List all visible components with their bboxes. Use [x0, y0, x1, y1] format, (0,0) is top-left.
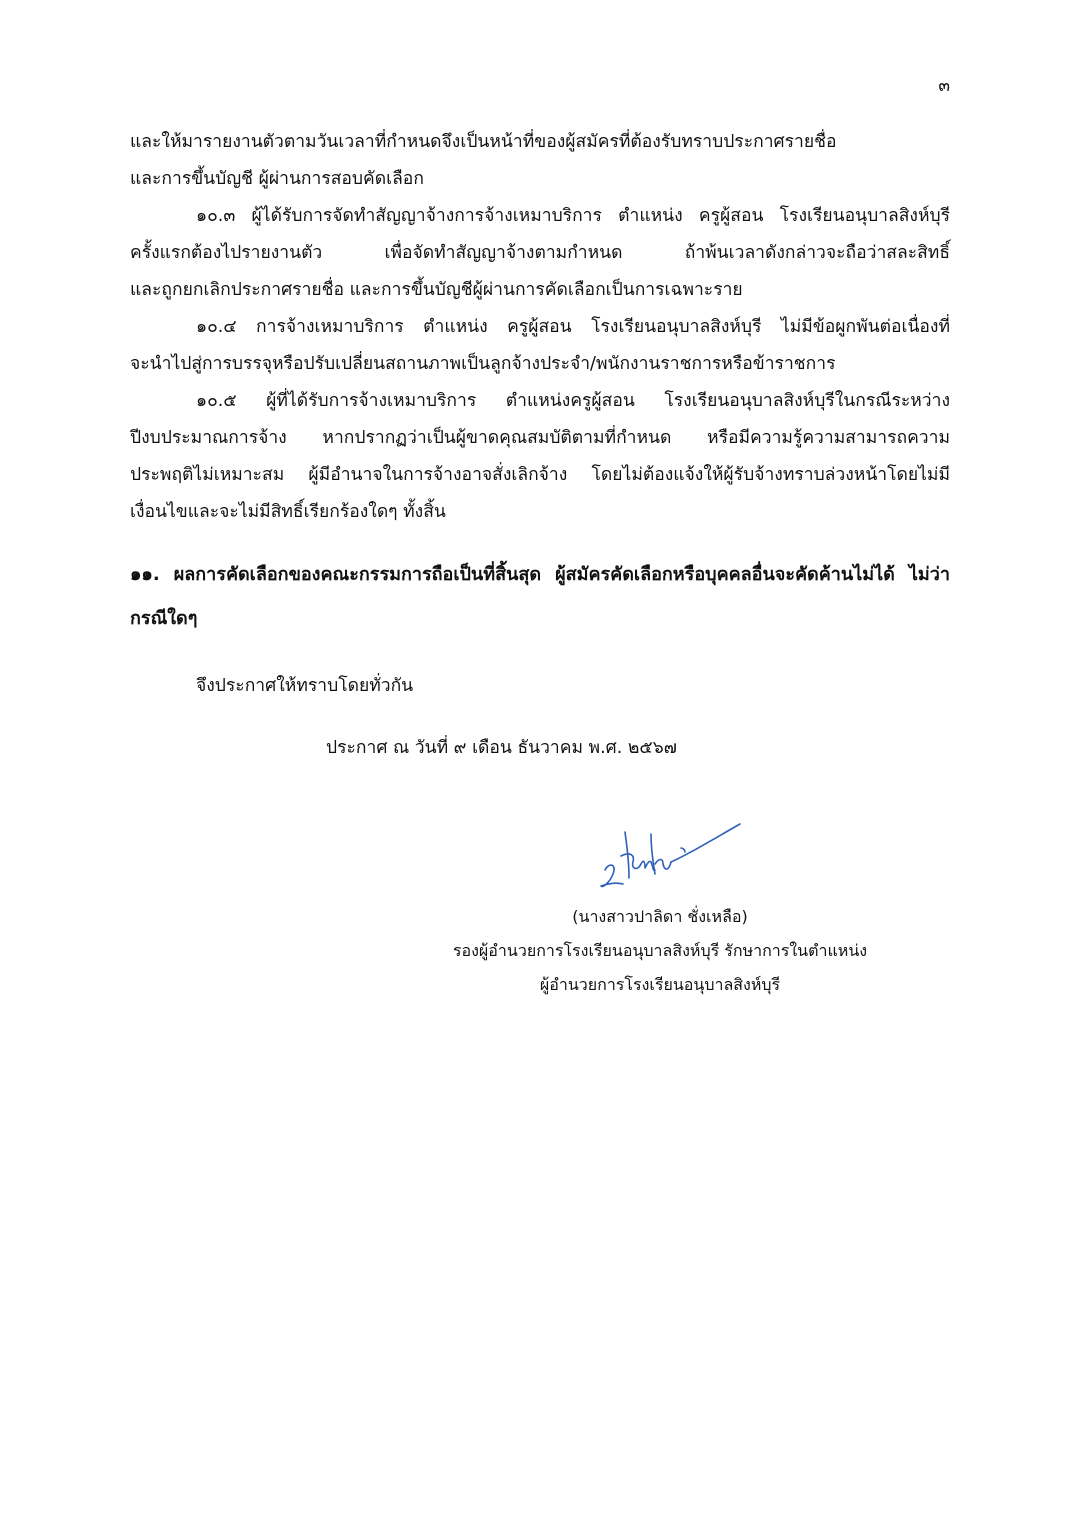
- text-line: ปีงบประมาณการจ้าง หากปรากฏว่าเป็นผู้ขาดคุณสมบัติตามที่กำหนด หรือมีความรู้ความสามารถความ: [130, 428, 950, 448]
- text-line: ประพฤติไม่เหมาะสม ผู้มีอำนาจในการจ้างอาจสั่งเลิกจ้าง โดยไม่ต้องแจ้งให้ผู้รับจ้างทราบล่วงหน้าโดยไม่มี: [130, 465, 950, 485]
- signer-position-title: ผู้อำนวยการโรงเรียนอนุบาลสิงห์บุรี: [539, 975, 781, 994]
- text-line: กรณีใดๆ: [130, 608, 198, 629]
- text-line: จะนำไปสู่การบรรจุหรือปรับเปลี่ยนสถานภาพเป็นลูกจ้างประจำ/พนักงานราชการหรือข้าราชการ: [130, 354, 836, 374]
- signature-block: [380, 900, 940, 1002]
- text-line: เงื่อนไขและจะไม่มีสิทธิ์เรียกร้องใดๆ ทั้งสิ้น: [130, 502, 446, 522]
- announcement-date: ประกาศ ณ วันที่ ๙ เดือน ธันวาคม พ.ศ. ๒๕๖๗: [326, 738, 677, 758]
- text-line: ๑๑. ผลการคัดเลือกของคณะกรรมการถือเป็นที่สิ้นสุด ผู้สมัครคัดเลือกหรือบุคคลอื่นจะคัดค้านไม่ได้ ไม่ว่า: [130, 564, 950, 585]
- paragraph-10-4: [130, 309, 950, 383]
- paragraph-11-final-result: [130, 553, 950, 641]
- text-line: ๑๐.๔ การจ้างเหมาบริการ ตำแหน่ง ครูผู้สอน โรงเรียนอนุบาลสิงห์บุรี ไม่มีข้อผูกพันต่อเนื่องที่: [196, 317, 950, 337]
- document-body: [130, 124, 950, 699]
- text-line: ๑๐.๕ ผู้ที่ได้รับการจ้างเหมาบริการ ตำแหน่งครูผู้สอน โรงเรียนอนุบาลสิงห์บุรีในกรณีระหว่าง: [196, 391, 950, 411]
- text-line: และถูกยกเลิกประกาศรายชื่อ และการขึ้นบัญชีผู้ผ่านการคัดเลือกเป็นการเฉพาะราย: [130, 280, 743, 300]
- page-number: ๓: [938, 76, 950, 96]
- text-line: ๑๐.๓ ผู้ได้รับการจัดทำสัญญาจ้างการจ้างเหมาบริการ ตำแหน่ง ครูผู้สอน โรงเรียนอนุบาลสิงห์บุรี: [196, 206, 950, 226]
- paragraph-10-5: [130, 383, 950, 531]
- signature-image: [585, 812, 745, 902]
- paragraph-report-deadline: [130, 124, 950, 198]
- signer-name: (นางสาวปาลิดา ชั่งเหลือ): [572, 907, 748, 926]
- text-line: และให้มารายงานตัวตามวันเวลาที่กำหนดจึงเป็นหน้าที่ของผู้สมัครที่ต้องรับทราบประกาศรายชื่อ: [130, 132, 837, 152]
- text-line: ครั้งแรกต้องไปรายงานตัว เพื่อจัดทำสัญญาจ้างตามกำหนด ถ้าพ้นเวลาดังกล่าวจะถือว่าสละสิทธิ์: [130, 243, 950, 263]
- text-line: และการขึ้นบัญชี ผู้ผ่านการสอบคัดเลือก: [130, 169, 424, 189]
- signer-position: รองผู้อำนวยการโรงเรียนอนุบาลสิงห์บุรี รักษาการในตำแหน่ง: [452, 941, 868, 960]
- closing-statement: จึงประกาศให้ทราบโดยทั่วกัน: [196, 676, 414, 696]
- paragraph-10-3: [130, 198, 950, 309]
